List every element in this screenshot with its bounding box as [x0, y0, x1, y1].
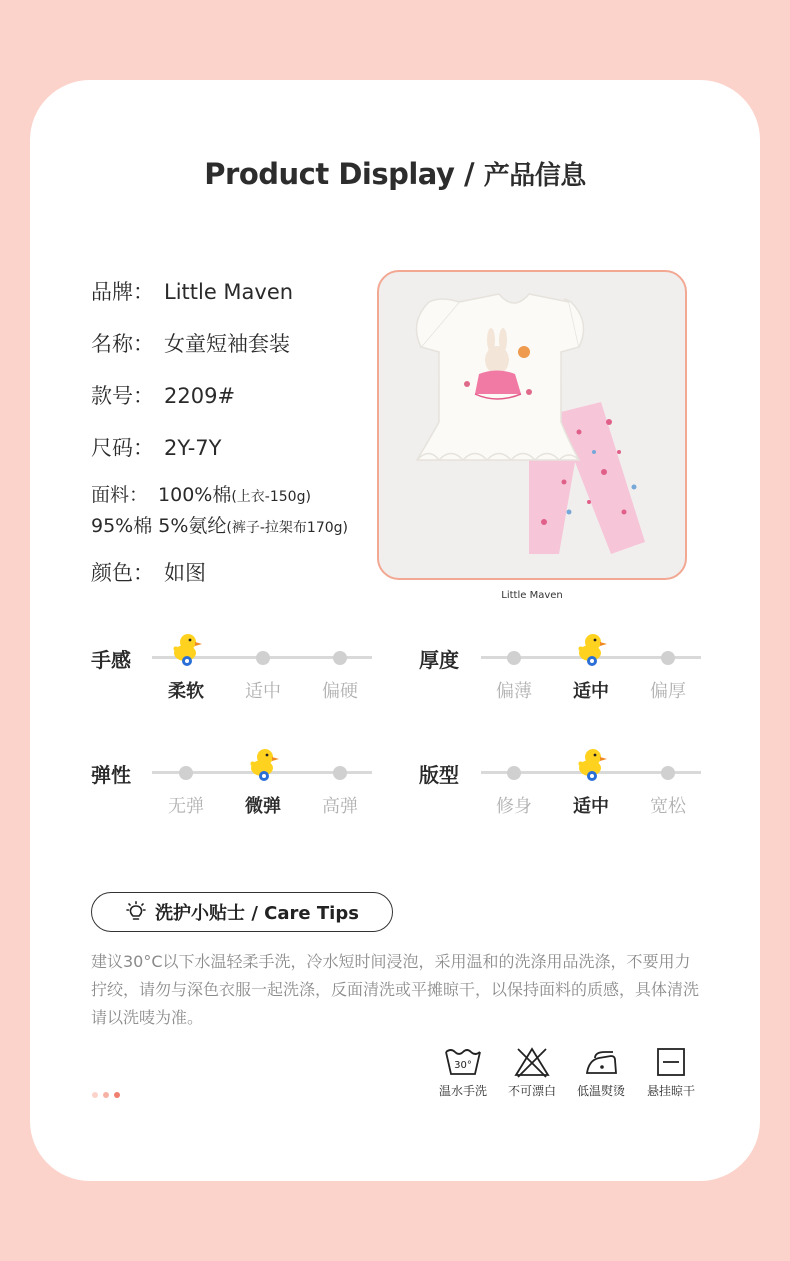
outfit-illustration: [379, 272, 685, 578]
iron-low-icon: 低温熨烫: [566, 1046, 636, 1099]
spec-name: 名称： 女童短袖套装: [91, 332, 290, 356]
spec-size: 尺码： 2Y-7Y: [91, 436, 222, 460]
spec-fabric-line2: 95%棉 5%氨纶(裤子-拉架布170g): [91, 515, 349, 537]
feel-scale-dot: [256, 651, 270, 665]
pager-dot-3: [114, 1092, 120, 1098]
thickness-scale-dot: [661, 651, 675, 665]
no-bleach-icon: 不可漂白: [497, 1046, 567, 1099]
care-tips-text: 建议30°C以下水温轻柔手洗，冷水短时间浸泡，采用温和的洗涤用品洗涤，不要用力拧绞，请勿与深色衣服一起洗涤，反面清洗或平摊晾干，以保持面料的质感，具体清洗请以洗唛为准。: [91, 952, 700, 1027]
spec-fabric: 面料： 100%棉(上衣-150g): [91, 484, 311, 506]
elasticity-option: 微弹: [245, 796, 281, 817]
pager-dot-2: [103, 1092, 109, 1098]
attr-fit-label: 版型: [419, 763, 459, 787]
fit-scale-dot: [661, 766, 675, 780]
fit-duck-marker-icon: [575, 746, 609, 782]
thickness-scale-dot: [507, 651, 521, 665]
elasticity-option: 高弹: [322, 796, 358, 817]
attr-feel-label: 手感: [91, 648, 131, 672]
fit-option: 修身: [496, 796, 532, 817]
care-tips-badge: [91, 892, 393, 932]
hand-wash-30-icon: 30° 温水手洗: [428, 1046, 498, 1099]
attr-elasticity-label: 弹性: [91, 763, 131, 787]
feel-option: 适中: [245, 681, 281, 702]
fit-option: 适中: [573, 796, 609, 817]
svg-text:30°: 30°: [454, 1060, 472, 1071]
elasticity-duck-marker-icon: [247, 746, 281, 782]
elasticity-option: 无弹: [168, 796, 204, 817]
attr-thickness-label: 厚度: [419, 648, 459, 672]
spec-style-no: 款号： 2209#: [91, 384, 236, 408]
page-title: Product Display / 产品信息: [204, 157, 586, 191]
fit-option: 宽松: [650, 796, 686, 817]
elasticity-scale-dot: [333, 766, 347, 780]
fit-scale-dot: [507, 766, 521, 780]
feel-option: 柔软: [168, 681, 204, 702]
hang-dry-icon: 悬挂晾干: [636, 1046, 706, 1099]
spec-brand: 品牌： Little Maven: [91, 280, 294, 304]
spec-color: 颜色： 如图: [91, 561, 206, 585]
lightbulb-icon: [125, 901, 147, 923]
elasticity-scale-dot: [179, 766, 193, 780]
feel-scale-dot: [333, 651, 347, 665]
feel-duck-marker-icon: [170, 631, 204, 667]
thickness-duck-marker-icon: [575, 631, 609, 667]
thickness-option: 偏薄: [496, 681, 532, 702]
feel-option: 偏硬: [322, 681, 358, 702]
photo-caption: Little Maven: [501, 590, 563, 601]
thickness-option: 偏厚: [650, 681, 686, 702]
care-tips-title: 洗护小贴士 / Care Tips: [155, 903, 359, 924]
pager-dot-1: [92, 1092, 98, 1098]
product-photo: [377, 270, 687, 580]
thickness-option: 适中: [573, 681, 609, 702]
